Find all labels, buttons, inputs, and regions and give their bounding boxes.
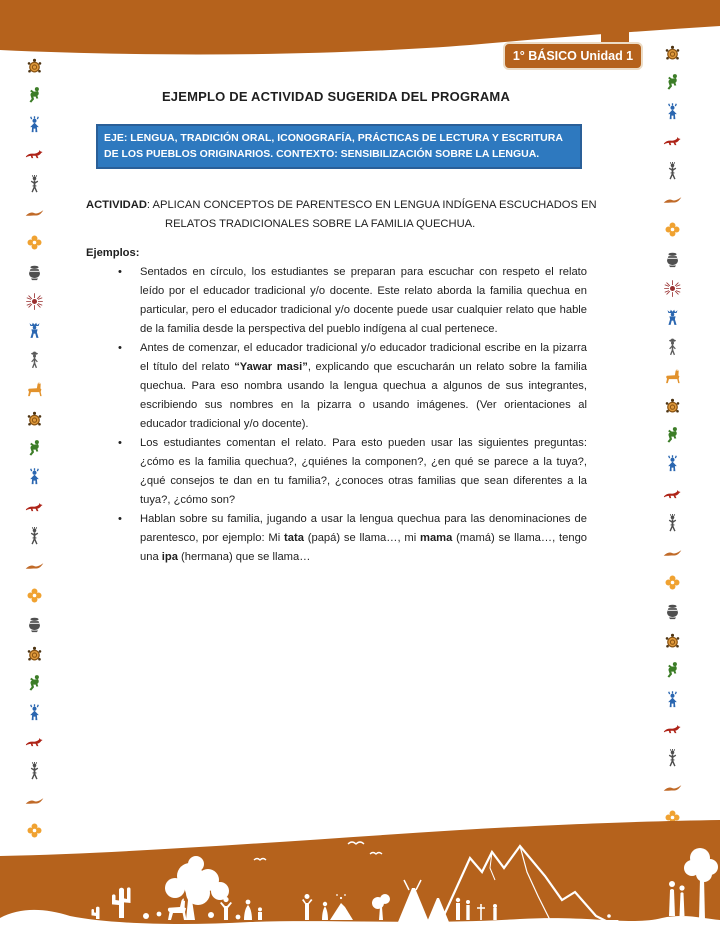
pot-icon [663, 602, 682, 621]
fox-icon [25, 498, 44, 517]
turtle-icon [25, 410, 44, 429]
chief-icon [663, 691, 682, 710]
chief-icon [663, 455, 682, 474]
llama-icon [25, 380, 44, 399]
grade-badge-label: 1° BÁSICO Unidad 1 [512, 49, 634, 63]
dancer-icon [663, 426, 682, 445]
icon-column-left [24, 57, 44, 840]
grade-badge [503, 42, 643, 70]
flower-icon [25, 233, 44, 252]
condor-icon [25, 557, 44, 576]
pot-icon [25, 615, 44, 634]
dancer-icon [25, 86, 44, 105]
chief-icon [663, 103, 682, 122]
turtle-icon [663, 397, 682, 416]
fox-icon [663, 720, 682, 739]
turtle-icon [25, 57, 44, 76]
fox-icon [25, 733, 44, 752]
man-icon [25, 762, 44, 781]
examples-heading: Ejemplos: [86, 247, 140, 259]
hat-man-icon [663, 338, 682, 357]
chief-icon [25, 468, 44, 487]
condor-icon [663, 779, 682, 798]
flower-icon [663, 573, 682, 592]
man-icon [663, 749, 682, 768]
sun-icon [25, 292, 44, 311]
bullet-item: • Hablan sobre su familia, jugando a usar la lengua quechua para las denominaciones de parentesco, por ejemplo: Mi tata (papá) se llama…, mi mama (mamá) se llama…, tengo una ipa (hermana) que se llama… [86, 510, 587, 567]
fox-icon [663, 132, 682, 151]
bullet-item: • Sentados en círculo, los estudiantes se preparan para escuchar con respeto el relato leído por el educador tradicional y/o docente. Este relato aborda la familia quechua en particular, pero el educador tradicional y/o docente puede usar cualquier relato que hable de la familia desde la perspectiva del pueblo indígena al cual pertenece. [86, 263, 587, 339]
turtle-icon [25, 645, 44, 664]
hat-man-icon [25, 351, 44, 370]
dancer-icon [663, 661, 682, 680]
condor-icon [25, 204, 44, 223]
activity-label: ACTIVIDAD [86, 199, 147, 211]
chief-icon [25, 704, 44, 723]
eje-box-text: EJE: LENGUA, TRADICIÓN ORAL, ICONOGRAFÍA, PRÁCTICAS DE LECTURA Y ESCRITURA DE LOS PUEBLOS ORIGINARIOS. CONTEXTO: SENSIBILIZACIÓN SOBRE LA LENGUA. [104, 132, 563, 160]
footer-landscape [0, 820, 720, 932]
bullet-item: • Los estudiantes comentan el relato. Para esto pueden usar las siguientes preguntas: ¿cómo es la familia quechua?, ¿quiénes la componen?, ¿en qué se parece a la tuya?, ¿qué consejos te dan en tu familia?, ¿conoces otras familias que sean diferentes a la tuya?, ¿cómo son? [86, 434, 587, 510]
activity-statement [86, 196, 596, 234]
crown-man-icon [25, 322, 44, 341]
man-icon [25, 175, 44, 194]
condor-icon [25, 792, 44, 811]
condor-icon [663, 544, 682, 563]
bullet-item: • Antes de comenzar, el educador tradicional y/o educador tradicional escribe en la pizarra el título del relato “Yawar masi”, explicando que escucharán un relato sobre la familia quechua. Para eso nombra usando la lengua quechua a algunos de sus integrantes, escribiendo sus nombres en la pizarra o usando imágenes. (Ver orientaciones al educador tradicional y/o docente). [86, 339, 587, 434]
dancer-icon [25, 439, 44, 458]
dancer-icon [663, 73, 682, 92]
llama-icon [663, 367, 682, 386]
fox-icon [663, 485, 682, 504]
activity-line1: ACTIVIDAD: APLICAN CONCEPTOS DE PARENTESCO EN LENGUA INDÍGENA ESCUCHADOS EN [86, 199, 597, 211]
sun-icon [663, 279, 682, 298]
dancer-icon [25, 674, 44, 693]
icon-column-right [662, 44, 682, 827]
condor-icon [663, 191, 682, 210]
bullet-list [86, 263, 587, 567]
chief-icon [25, 116, 44, 135]
eje-box [96, 124, 582, 169]
man-icon [663, 514, 682, 533]
man-icon [25, 527, 44, 546]
pot-icon [663, 250, 682, 269]
flower-icon [663, 220, 682, 239]
pot-icon [25, 263, 44, 282]
fox-icon [25, 145, 44, 164]
man-icon [663, 162, 682, 181]
activity-line2: RELATOS TRADICIONALES SOBRE LA FAMILIA QUECHUA. [165, 218, 476, 230]
flower-icon [25, 586, 44, 605]
crown-man-icon [663, 309, 682, 328]
turtle-icon [663, 44, 682, 63]
turtle-icon [663, 632, 682, 651]
page-title: EJEMPLO DE ACTIVIDAD SUGERIDA DEL PROGRAMA [161, 89, 511, 104]
